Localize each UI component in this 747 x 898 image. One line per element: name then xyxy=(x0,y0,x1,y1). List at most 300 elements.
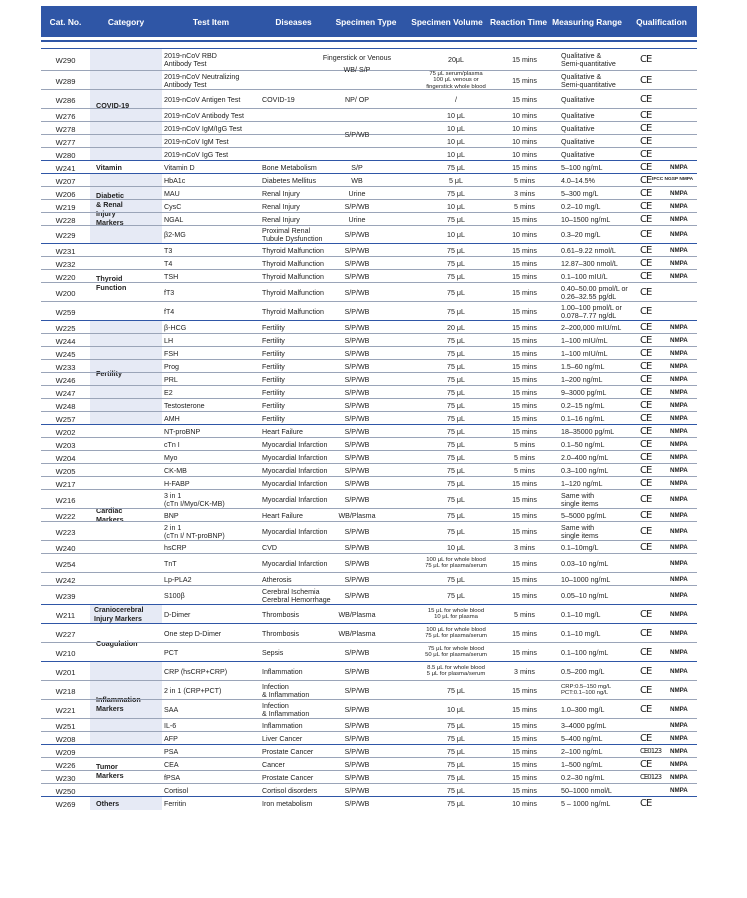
specimen-volume: 75 μL xyxy=(447,760,465,769)
specimen-volume: 75 μL serum/plasma 100 μL venous or fingerstick whole blood xyxy=(426,70,486,90)
ce-mark: CE xyxy=(640,373,652,385)
covid-specimen-a: Fingerstick or Venous WB/ S/P xyxy=(322,54,392,74)
ce-mark: CE xyxy=(640,509,652,521)
test-item: T3 xyxy=(164,246,173,255)
test-item: NGAL xyxy=(164,215,184,224)
reaction-time: 10 mins xyxy=(512,137,537,146)
nmpa-mark: NMPA xyxy=(670,336,688,344)
disease: Thyroid Malfunction xyxy=(262,246,324,255)
specimen-volume: 20 μL xyxy=(447,323,465,332)
cat-no: W280 xyxy=(55,150,76,160)
test-item: LH xyxy=(164,336,174,345)
specimen-volume: 75 μL for whole blood 50 μL for plasma/serum xyxy=(425,645,487,659)
test-item: CK-MB xyxy=(164,466,187,475)
disease: Myocardial Infarction xyxy=(262,527,328,536)
specimen-type: S/P/WB xyxy=(344,388,370,397)
row-divider xyxy=(41,489,697,490)
cat-no: W218 xyxy=(55,686,76,696)
measuring-range: Qualitative xyxy=(561,124,595,133)
test-item: E2 xyxy=(164,388,173,397)
nmpa-mark: NMPA xyxy=(670,543,688,551)
nmpa-mark: NMPA xyxy=(670,401,688,409)
reaction-time: 15 mins xyxy=(512,747,537,756)
ce-mark: CE xyxy=(640,665,652,677)
cat-no: W208 xyxy=(55,734,76,744)
specimen-type: WB xyxy=(351,176,363,185)
specimen-type: S/P/WB xyxy=(344,375,370,384)
header-diseases: Diseases xyxy=(275,16,312,27)
reaction-time: 15 mins xyxy=(512,686,537,695)
reaction-time: 15 mins xyxy=(512,495,537,504)
nmpa-mark: NMPA xyxy=(670,786,688,794)
cat-no: W232 xyxy=(55,259,76,269)
row-divider xyxy=(41,604,697,605)
cat-no: W217 xyxy=(55,479,76,489)
row-divider xyxy=(41,540,697,541)
test-item: fPSA xyxy=(164,773,181,782)
measuring-range: 18–35000 pg/mL xyxy=(561,427,615,436)
specimen-type: S/P/WB xyxy=(344,336,370,345)
cat-no: W200 xyxy=(55,288,76,298)
disease: Renal Injury xyxy=(262,202,300,211)
test-item: TnT xyxy=(164,559,177,568)
ce-mark: CE xyxy=(640,161,652,173)
reaction-time: 15 mins xyxy=(512,336,537,345)
nmpa-mark: NMPA xyxy=(670,667,688,675)
measuring-range: 1–100 mIU/mL xyxy=(561,349,608,358)
reaction-time: 15 mins xyxy=(512,288,537,297)
reaction-time: 15 mins xyxy=(512,272,537,281)
specimen-type: S/P/WB xyxy=(344,231,370,239)
specimen-type: S/P/WB xyxy=(344,440,370,449)
ce-mark: CE xyxy=(640,732,652,744)
ce-mark: CE xyxy=(640,270,652,282)
ce-mark: CE xyxy=(640,257,652,269)
cat-no: W205 xyxy=(55,466,76,476)
specimen-type: S/P/WB xyxy=(344,543,370,552)
measuring-range: 0.2–15 ng/mL xyxy=(561,401,605,410)
category-label: Diabetic & Renal Injury Markers xyxy=(96,191,124,227)
disease: Fertility xyxy=(262,336,285,345)
disease: Liver Cancer xyxy=(262,734,303,743)
nmpa-mark: NMPA xyxy=(670,734,688,742)
nmpa-mark: NMPA xyxy=(670,479,688,487)
ce-mark: CE xyxy=(640,187,652,199)
row-divider xyxy=(41,718,697,719)
cat-no: W233 xyxy=(55,362,76,372)
test-item: fT4 xyxy=(164,307,175,316)
cat-no: W290 xyxy=(55,56,76,65)
ce-mark: CE xyxy=(640,334,652,346)
ce-mark: CE xyxy=(640,229,652,240)
reaction-time: 5 mins xyxy=(514,202,535,211)
covid-specimen-b: NP/ OP xyxy=(344,95,370,104)
specimen-volume: 75 μL xyxy=(447,591,465,600)
specimen-type: S/P/WB xyxy=(344,760,370,769)
row-divider xyxy=(41,346,697,347)
ce-mark: CE xyxy=(640,438,652,450)
reaction-time: 15 mins xyxy=(512,479,537,488)
test-item: 2019-nCoV RBD Antibody Test xyxy=(164,52,217,68)
measuring-range: Qualitative & Semi-quantitative xyxy=(561,52,616,68)
reaction-time: 15 mins xyxy=(512,95,537,104)
row-divider xyxy=(41,744,697,745)
category-label: Cardiac Markers xyxy=(96,506,124,524)
ce-mark: CE xyxy=(640,244,652,256)
row-divider xyxy=(41,282,697,283)
nmpa-mark: NMPA xyxy=(670,747,688,755)
nmpa-mark: NMPA xyxy=(670,575,688,583)
disease: Fertility xyxy=(262,375,285,384)
row-divider xyxy=(41,359,697,360)
category-label: Craniocerebral Injury Markers xyxy=(94,606,144,623)
row-divider xyxy=(41,173,697,174)
ce-mark: CE xyxy=(640,451,652,463)
measuring-range: 1–200 ng/mL xyxy=(561,375,603,384)
row-divider xyxy=(41,320,697,321)
cat-no: W231 xyxy=(55,246,76,256)
cat-no: W220 xyxy=(55,272,76,282)
nmpa-mark: NMPA xyxy=(670,559,688,567)
specimen-type: S/P/WB xyxy=(344,259,370,268)
test-item: 2019-nCoV Antigen Test xyxy=(164,95,241,104)
row-divider xyxy=(41,385,697,386)
nmpa-mark: NMPA xyxy=(670,202,688,210)
ce-mark: CE xyxy=(640,200,652,212)
test-item: fT3 xyxy=(164,288,175,297)
nmpa-mark: NMPA xyxy=(670,773,688,781)
specimen-volume: 10 μL xyxy=(447,202,465,211)
disease: Renal Injury xyxy=(262,189,300,198)
measuring-range: 5 – 1000 ng/mL xyxy=(561,799,611,808)
cat-no: W247 xyxy=(55,388,76,398)
disease: CVD xyxy=(262,543,277,552)
specimen-type: S/P/WB xyxy=(344,648,370,657)
reaction-time: 15 mins xyxy=(512,259,537,268)
measuring-range: 10–1000 ng/mL xyxy=(561,575,611,584)
cat-no: W221 xyxy=(55,705,76,715)
nmpa-mark: IFCC NGSP NMPA xyxy=(652,176,694,182)
nmpa-mark: NMPA xyxy=(670,705,688,713)
row-divider xyxy=(41,121,697,122)
specimen-volume: 75 μL xyxy=(447,401,465,410)
specimen-volume: 75 μL xyxy=(447,686,465,695)
reaction-time: 15 mins xyxy=(512,773,537,782)
cat-no: W211 xyxy=(55,610,76,620)
measuring-range: 1.00–100 pmol/L or 0.078–7.77 ng/dL xyxy=(561,303,622,320)
specimen-volume: 75 μL xyxy=(447,786,465,795)
specimen-type: S/P/WB xyxy=(344,401,370,410)
ce-mark: CE xyxy=(640,758,652,770)
measuring-range: 0.1–10mg/L xyxy=(561,543,599,552)
nmpa-mark: NMPA xyxy=(670,453,688,461)
row-divider xyxy=(41,783,697,784)
test-item: FSH xyxy=(164,349,179,358)
measuring-range: 1.0–300 mg/L xyxy=(561,705,605,714)
specimen-volume: 10 μL xyxy=(447,705,465,714)
ce-mark: CE xyxy=(640,321,652,333)
measuring-range: 1.5–60 ng/mL xyxy=(561,362,605,371)
reaction-time: 15 mins xyxy=(512,511,537,520)
ce-mark: CE xyxy=(640,93,652,105)
measuring-range: 2.0–400 ng/mL xyxy=(561,453,609,462)
specimen-volume: 75 μL xyxy=(447,495,465,504)
nmpa-mark: NMPA xyxy=(670,231,688,238)
specimen-type: S/P/WB xyxy=(344,575,370,584)
specimen-volume: 75 μL xyxy=(447,189,465,198)
test-item: AMH xyxy=(164,414,180,423)
ce-mark: CE xyxy=(640,464,652,476)
cat-no: W241 xyxy=(55,163,76,173)
row-divider xyxy=(41,411,697,412)
row-divider xyxy=(41,680,697,681)
ce-mark: CE xyxy=(640,425,652,437)
header-measuring-range: Measuring Range xyxy=(552,16,622,27)
row-divider xyxy=(41,623,697,624)
specimen-volume: 10 μL xyxy=(447,231,465,239)
disease: Myocardial Infarction xyxy=(262,495,328,504)
specimen-volume: 75 μL xyxy=(447,375,465,384)
row-divider xyxy=(41,398,697,399)
specimen-type: S/P/WB xyxy=(344,453,370,462)
nmpa-mark: NMPA xyxy=(670,721,688,729)
disease: Thyroid Malfunction xyxy=(262,307,324,316)
nmpa-mark: NMPA xyxy=(670,610,688,618)
test-item: β2-MG xyxy=(164,231,186,239)
specimen-type: Urine xyxy=(348,215,366,224)
reaction-time: 15 mins xyxy=(512,648,537,657)
cat-no: W250 xyxy=(55,786,76,796)
reaction-time: 10 mins xyxy=(512,111,537,120)
test-item: HbA1c xyxy=(164,176,186,185)
specimen-volume: / xyxy=(455,95,457,104)
cat-no: W259 xyxy=(55,307,76,317)
specimen-volume: 100 μL for whole blood 75 μL for plasma/serum xyxy=(425,556,487,570)
test-item: IL-6 xyxy=(164,721,177,730)
specimen-volume: 10 μL xyxy=(447,150,465,159)
disease: Thrombosis xyxy=(262,629,300,638)
disease: Cortisol disorders xyxy=(262,786,318,795)
measuring-range: 2–200,000 mIU/mL xyxy=(561,323,622,332)
row-divider xyxy=(41,661,697,662)
measuring-range: 0.1–100 ng/mL xyxy=(561,648,609,657)
disease: Fertility xyxy=(262,401,285,410)
cat-no: W239 xyxy=(55,591,76,601)
disease: Thyroid Malfunction xyxy=(262,288,324,297)
nmpa-mark: NMPA xyxy=(670,272,688,280)
reaction-time: 15 mins xyxy=(512,575,537,584)
reaction-time: 10 mins xyxy=(512,150,537,159)
disease: Proximal Renal Tubule Dysfunction xyxy=(262,227,323,243)
cat-no: W257 xyxy=(55,414,76,424)
ce-mark: CE xyxy=(640,493,652,505)
test-item: hsCRP xyxy=(164,543,187,552)
disease: Heart Failure xyxy=(262,427,304,436)
nmpa-mark: NMPA xyxy=(670,375,688,383)
specimen-volume: 75 μL xyxy=(447,773,465,782)
test-item: PRL xyxy=(164,375,178,384)
reaction-time: 15 mins xyxy=(512,414,537,423)
measuring-range: 0.61–9.22 nmol/L xyxy=(561,246,616,255)
reaction-time: 15 mins xyxy=(512,388,537,397)
row-divider xyxy=(41,256,697,257)
category-label: Tumor Markers xyxy=(96,762,124,780)
header-rule xyxy=(41,40,697,42)
nmpa-mark: NMPA xyxy=(670,163,688,171)
covid-disease: COVID-19 xyxy=(262,95,295,104)
measuring-range: Qualitative xyxy=(561,111,595,120)
nmpa-mark: NMPA xyxy=(670,648,688,656)
test-item: cTn I xyxy=(164,440,180,449)
measuring-range: 0.40–50.00 pmol/L or 0.26–32.55 pg/dL xyxy=(561,284,628,301)
row-divider xyxy=(41,186,697,187)
specimen-type: S/P/WB xyxy=(344,686,370,695)
specimen-type: S/P/WB xyxy=(344,288,370,297)
specimen-volume: 75 μL xyxy=(447,336,465,345)
nmpa-mark: NMPA xyxy=(670,440,688,448)
cat-no: W210 xyxy=(55,648,76,658)
covid-specimen-c: S/P/WB xyxy=(344,131,370,139)
category-label: COVID-19 xyxy=(96,100,130,110)
row-divider xyxy=(41,450,697,451)
specimen-volume: 75 μL xyxy=(447,362,465,371)
specimen-type: S/P/WB xyxy=(344,362,370,371)
reaction-time: 15 mins xyxy=(512,760,537,769)
specimen-volume: 75 μL xyxy=(447,721,465,730)
measuring-range: 10–1500 ng/mL xyxy=(561,215,611,224)
row-divider xyxy=(41,476,697,477)
row-divider xyxy=(41,301,697,302)
specimen-type: S/P/WB xyxy=(344,307,370,316)
nmpa-mark: NMPA xyxy=(670,760,688,768)
specimen-type: S/P/WB xyxy=(344,246,370,255)
specimen-volume: 5 μL xyxy=(449,176,463,185)
reaction-time: 3 mins xyxy=(514,543,535,552)
cat-no: W286 xyxy=(55,95,76,105)
specimen-type: S/P/WB xyxy=(344,272,370,281)
specimen-type: S/P/WB xyxy=(344,747,370,756)
ce-mark: CE xyxy=(640,386,652,398)
cat-no: W229 xyxy=(55,231,76,240)
header-specimen-type: Specimen Type xyxy=(335,16,397,27)
row-divider xyxy=(41,199,697,200)
ce-mark: CE xyxy=(640,646,652,658)
disease: Myocardial Infarction xyxy=(262,559,328,568)
test-item: MAU xyxy=(164,189,180,198)
row-divider xyxy=(41,585,697,586)
reaction-time: 15 mins xyxy=(512,307,537,316)
cat-no: W201 xyxy=(55,667,76,677)
header-reaction-time: Reaction Time xyxy=(489,16,548,27)
disease: Fertility xyxy=(262,414,285,423)
nmpa-mark: NMPA xyxy=(670,591,688,599)
cat-no: W204 xyxy=(55,453,76,463)
header-category: Category xyxy=(107,16,145,27)
specimen-volume: 10 μL xyxy=(447,137,465,146)
specimen-volume: 75 μL xyxy=(447,575,465,584)
test-item: CysC xyxy=(164,202,182,211)
row-divider xyxy=(41,796,697,797)
disease: Fertility xyxy=(262,323,285,332)
test-item: 2019-nCoV IgM Test xyxy=(164,137,229,146)
measuring-range: 0.1–16 ng/mL xyxy=(561,414,605,423)
row-divider xyxy=(41,108,697,109)
ce-mark: CE xyxy=(640,148,652,160)
ce-mark: CE xyxy=(640,608,652,620)
specimen-volume: 75 μL xyxy=(447,349,465,358)
ce-mark: CE xyxy=(640,213,652,225)
disease: Inflammation xyxy=(262,721,303,730)
row-divider xyxy=(41,731,697,732)
specimen-type: S/P/WB xyxy=(344,349,370,358)
test-item: H-FABP xyxy=(164,479,190,488)
specimen-type: S/P/WB xyxy=(344,591,370,600)
cat-no: W209 xyxy=(55,747,76,757)
specimen-volume: 75 μL xyxy=(447,734,465,743)
ce-mark: CE xyxy=(640,525,652,537)
measuring-range: Same with single items xyxy=(561,491,599,508)
ce-mark: CE xyxy=(640,477,652,489)
specimen-volume: 75 μL xyxy=(447,215,465,224)
ce-mark: CE xyxy=(640,305,652,317)
specimen-volume: 75 μL xyxy=(447,747,465,756)
reaction-time: 3 mins xyxy=(514,667,535,676)
row-divider xyxy=(41,225,697,226)
disease: Atherosis xyxy=(262,575,292,584)
specimen-type: Urine xyxy=(348,189,366,198)
header-cat-no: Cat. No. xyxy=(49,16,82,27)
specimen-volume: 75 μL xyxy=(447,246,465,255)
measuring-range: 0.1–100 mIU/L xyxy=(561,272,608,281)
measuring-range: 0.2–10 mg/L xyxy=(561,202,601,211)
test-item: 2019-nCoV IgM/IgG Test xyxy=(164,124,242,133)
cat-no: W289 xyxy=(55,76,76,86)
ce-mark: CE xyxy=(640,703,652,715)
test-item: AFP xyxy=(164,734,178,743)
reaction-time: 10 mins xyxy=(512,799,537,808)
measuring-range: 0.05–10 ng/mL xyxy=(561,591,609,600)
specimen-type: S/P/WB xyxy=(344,799,370,808)
specimen-type: S/P/WB xyxy=(344,466,370,475)
nmpa-mark: NMPA xyxy=(670,686,688,694)
measuring-range: 5–300 mg/L xyxy=(561,189,599,198)
specimen-volume: 75 μL xyxy=(447,453,465,462)
measuring-range: 1–120 ng/mL xyxy=(561,479,603,488)
ce-mark: CE xyxy=(640,412,652,424)
measuring-range: Qualitative xyxy=(561,150,595,159)
reaction-time: 15 mins xyxy=(512,323,537,332)
specimen-volume: 10 μL xyxy=(447,124,465,133)
row-divider xyxy=(41,770,697,771)
specimen-type: S/P/WB xyxy=(344,667,370,676)
disease: Fertility xyxy=(262,388,285,397)
cat-no: W222 xyxy=(55,511,76,521)
specimen-volume: 75 μL xyxy=(447,440,465,449)
measuring-range: Same with single items xyxy=(561,523,599,540)
ce-mark: CE0123 xyxy=(640,772,662,781)
cat-no: W202 xyxy=(55,427,76,437)
test-item: Testosterone xyxy=(164,401,205,410)
ce-mark: CE xyxy=(640,122,652,134)
reaction-time: 15 mins xyxy=(512,163,537,172)
nmpa-mark: NMPA xyxy=(670,388,688,396)
nmpa-mark: NMPA xyxy=(670,246,688,254)
specimen-volume: 75 μL xyxy=(447,414,465,423)
ce-mark: CE xyxy=(640,286,652,298)
row-divider xyxy=(41,757,697,758)
category-label: Thyroid Function xyxy=(96,273,127,292)
specimen-volume: 75 μL xyxy=(447,272,465,281)
